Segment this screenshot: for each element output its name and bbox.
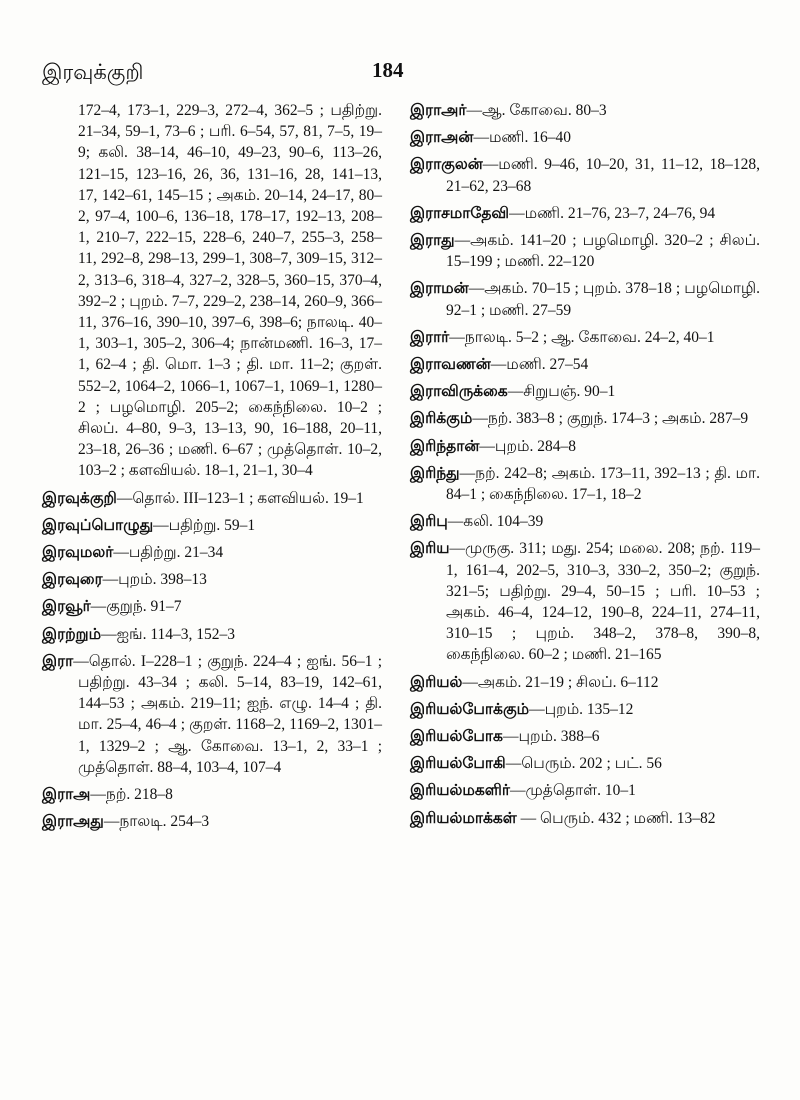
index-entry	[410, 699, 760, 720]
entry-refs: —புறம். 135–12	[529, 700, 634, 718]
entry-headword: இரிந்தான்	[410, 437, 480, 455]
entry-headword: இரிந்து	[410, 464, 460, 482]
entry-refs: —மணி. 21–76, 23–7, 24–76, 94	[509, 204, 716, 222]
entry-headword: இரவுப்பொழுது	[42, 516, 154, 534]
page-number: 184	[372, 58, 404, 82]
entry-headword: இரவுரை	[42, 571, 103, 589]
index-entry	[410, 726, 760, 747]
entry-refs: —புறம். 398–13	[102, 571, 207, 589]
entry-refs: —ஐங். 114–3, 152–3	[101, 625, 236, 643]
index-entry	[410, 354, 760, 375]
entry-headword: இரிய	[410, 540, 450, 558]
entry-headword: இரற்றும்	[42, 625, 102, 643]
index-entry	[410, 154, 760, 196]
entry-refs: —நற். 218–8	[90, 786, 173, 804]
entry-headword: இரவுக்குறி	[42, 489, 117, 507]
right-column	[410, 100, 760, 835]
entry-refs: —புறம். 284–8	[479, 437, 576, 455]
left-column	[42, 100, 382, 839]
entry-refs: —முத்தொள். 10–1	[510, 782, 636, 800]
entry-headword: இராசமாதேவி	[410, 204, 510, 222]
index-entry	[42, 784, 382, 805]
entry-refs: —சிறுபஞ். 90–1	[507, 383, 616, 401]
entry-headword: இரியல்போகி	[410, 755, 506, 773]
entry-headword: இரியல்	[410, 673, 463, 691]
entry-headword: இரியல்மாக்கள்	[410, 809, 517, 827]
entry-refs: —பதிற்று. 59–1	[153, 516, 256, 534]
entry-refs: —புறம். 388–6	[502, 728, 600, 746]
entry-headword: இரிக்கும்	[410, 410, 473, 428]
entry-headword: இரியல்மகளிர்	[410, 782, 511, 800]
index-entry	[410, 100, 760, 121]
entry-refs: —நாலடி. 5–2 ; ஆ. கோவை. 24–2, 40–1	[449, 328, 715, 346]
index-entry	[410, 780, 760, 801]
entry-refs: —ஆ. கோவை. 80–3	[466, 102, 607, 119]
entry-refs: 172–4, 173–1, 229–3, 272–4, 362–5 ; பதிற்று. 21–34, 59–1, 73–6 ; பரி. 6–54, 57, 81, 7–5, 19–9; கலி. 38–14, 46–10, 49–23, 90–6, 113–26, 121–15, 123–16, 26, 36, 131–16, 28, 141–13, 17, 142–61, 145–15 ; அகம். 20–14, 24–17, 80–2, 97–4, 100–6, 136–18, 178–17, 192–13, 208–1, 210–7, 222–15, 228–6, 240–7, 255–3, 258–11, 292–8, 298–13, 299–1, 308–7, 309–15, 312–2, 313–6, 318–4, 327–2, 328–5, 360–15, 370–4, 392–2 ; புறம். 7–7, 229–2, 238–14, 260–9, 366–11, 376–16, 390–10, 397–6, 398–6; நாலடி. 40–1, 303–1, 305–2, 306–4; நான்மணி. 16–3, 17–1, 62–4 ; தி. மொ. 1–3 ; தி. மா. 11–2; குறள். 552–2, 1064–2, 1066–1, 1067–1, 1069–1, 1280–2 ; பழமொழி. 205–2; கைந்நிலை. 10–2 ; சிலப். 4–80, 9–3, 13–13, 90, 16–188, 20–11, 23–18, 26–36 ; மணி. 6–67 ; முத்தொள். 10–2, 103–2 ; களவியல். 18–1, 21–1, 30–4	[78, 102, 382, 480]
index-entry	[410, 203, 760, 224]
entry-refs: —தொல். III–123–1 ; களவியல். 19–1	[116, 489, 364, 507]
entry-refs: — பெரும். 432 ; மணி. 13–82	[516, 809, 716, 827]
index-entry	[410, 538, 760, 665]
entry-refs: —அகம். 141–20 ; பழமொழி. 320–2 ; சிலப். 15–199 ; மணி. 22–120	[446, 232, 760, 271]
index-entry	[42, 569, 382, 590]
entry-headword: இரவூர்	[42, 598, 91, 616]
entry-refs: —குறுந். 91–7	[90, 598, 182, 616]
entry-headword: இரா	[42, 652, 74, 670]
entry-headword: இராஅர்	[410, 102, 467, 119]
index-entry	[410, 327, 760, 348]
entry-headword: இரியல்போக்கும்	[410, 700, 530, 718]
index-entry	[410, 672, 760, 693]
entry-headword: இராஅ	[42, 786, 91, 804]
entry-headword: இரவுமலர்	[42, 544, 114, 562]
entry-headword: இராமன்	[410, 280, 469, 298]
index-entry	[410, 436, 760, 457]
index-entry	[410, 408, 760, 429]
index-entry	[410, 278, 760, 320]
index-entry	[42, 651, 382, 778]
entry-headword: இராஅன்	[410, 129, 474, 147]
index-entry	[42, 515, 382, 536]
entry-refs: —நற். 242–8; அகம். 173–11, 392–13 ; தி. மா. 84–1 ; கைந்நிலை. 17–1, 18–2	[446, 464, 760, 504]
index-entry	[42, 624, 382, 645]
entry-refs: —பதிற்று. 21–34	[113, 544, 224, 562]
entry-headword: இராகுலன்	[410, 156, 483, 174]
entry-refs: —மணி. 27–54	[490, 356, 589, 374]
entry-refs: —முருகு. 311; மது. 254; மலை. 208; நற். 119–1, 161–4, 202–5, 310–3, 330–2, 350–2; குறுந். 321–5; பதிற்று. 29–4, 50–15 ; பரி. 10–53 ; அகம். 46–4, 124–12, 190–8, 224–11, 274–11, 310–15 ; புறம். 348–2, 378–8, 390–8, கைந்நிலை. 60–2 ; மணி. 21–165	[446, 540, 760, 664]
entry-headword: இரிபு	[410, 513, 448, 531]
index-entry	[410, 230, 760, 272]
entry-refs: —தொல். I–228–1 ; குறுந். 224–4 ; ஐங். 56–1 ; பதிற்று. 43–34 ; கலி. 5–14, 83–19, 142–61, 144–53 ; அகம். 219–11; ஐந். எழு. 14–4 ; தி. மா. 25–4, 46–4 ; குறள். 1168–2, 1169–2, 1301–1, 1329–2 ; ஆ. கோவை. 13–1, 2, 33–1 ; முத்தொள். 88–4, 103–4, 107–4	[73, 652, 382, 776]
entry-refs: —அகம். 70–15 ; புறம். 378–18 ; பழமொழி. 92–1 ; மணி. 27–59	[446, 280, 760, 319]
entry-headword: இராவிருக்கை	[410, 383, 508, 401]
entry-refs: —மணி. 9–46, 10–20, 31, 11–12, 18–128, 21–62, 23–68	[446, 156, 760, 195]
entry-refs: —அகம். 21–19 ; சிலப். 6–112	[462, 673, 659, 691]
index-entry	[410, 381, 760, 402]
entry-refs: —பெரும். 202 ; பட். 56	[505, 755, 662, 773]
index-entry	[410, 511, 760, 532]
entry-headword: இரியல்போக	[410, 728, 503, 746]
entry-refs: —நற். 383–8 ; குறுந். 174–3 ; அகம். 287–9	[472, 410, 749, 428]
entry-headword: இராது	[410, 232, 455, 250]
index-entry	[410, 753, 760, 774]
index-entry	[42, 542, 382, 563]
entry-headword: இராவணன்	[410, 356, 491, 374]
index-entry	[410, 808, 760, 829]
index-entry	[42, 488, 382, 509]
index-entry	[42, 596, 382, 617]
index-entry	[410, 463, 760, 505]
entry-refs: —கலி. 104–39	[447, 513, 544, 531]
index-entry	[42, 811, 382, 832]
entry-headword: இராஅது	[42, 813, 104, 831]
running-head: இரவுக்குறி	[42, 60, 144, 84]
index-entry	[410, 127, 760, 148]
entry-refs: —மணி. 16–40	[473, 129, 571, 147]
entry-refs: —நாலடி. 254–3	[103, 813, 210, 831]
entry-headword: இரார்	[410, 328, 450, 346]
index-entry-continuation	[42, 100, 382, 482]
